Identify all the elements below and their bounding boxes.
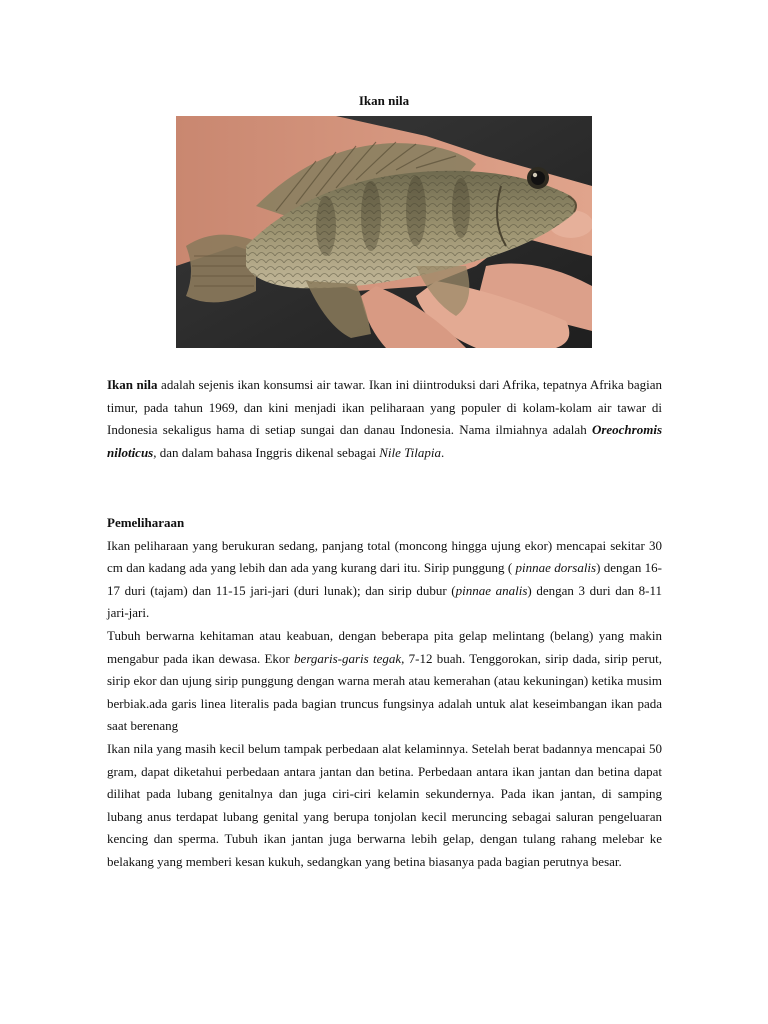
intro-term: Ikan nila xyxy=(107,377,158,392)
care-text-part: ) dengan 3 duri dan 8-11 jari-jari. xyxy=(107,582,662,621)
anal-fin-term: pinnae analis xyxy=(455,582,528,598)
care-paragraph-3: Ikan nila yang masih kecil belum tampak perbedaan alat kelaminnya. Setelah berat badannya mencapai 50 gram, dapat diketahui perbedaan antara jantan dan betina. Perbedaan antara ikan jantan dan betina dapat dilihat pada lubang genitalnya dan juga ciri-ciri kelamin sekundernya. Pada ikan jantan, di samping lubang anus terdapat lubang genital yang berupa tonjolan kecil meruncing sebagai saluran pengeluaran kencing dan sperma. Tubuh ikan jantan juga berwarna lebih gelap, dengan tulang rahang melebar ke belakang yang memberi kesan kukuh, sedangkan yang betina biasanya pada bagian perutnya besar. xyxy=(107,740,662,869)
intro-paragraph xyxy=(107,374,662,464)
care-section xyxy=(107,512,662,874)
intro-text-part: . xyxy=(441,444,445,460)
intro-section xyxy=(107,374,662,464)
scientific-name: Oreochromis niloticus xyxy=(107,422,662,460)
care-text-part: ) dengan 16-17 duri (tajam) dan 11-15 jari-jari (duri lunak); dan sirip dubur ( xyxy=(107,560,662,598)
intro-text-part: , dan dalam bahasa Inggris dikenal sebagai xyxy=(153,444,380,460)
care-text-part: , 7-12 buah. Tenggorokan, sirip dada, sirip perut, sirip ekor dan ujung sirip punggung dengan warna merah atau kemerahan (atau kekuningan) ketika musim berbiak.ada garis linea literalis pada bagian truncus fungsinya adalah untuk alat keseimbangan ikan pada saat berenang xyxy=(107,650,662,734)
intro-text-part: adalah sejenis ikan konsumsi air tawar. Ikan ini diintroduksi dari Afrika, tepatnya Afrika bagian timur, pada tahun 1969, dan kini menjadi ikan peliharaan yang populer di kolam-kolam air tawar di Indonesia sekaligus hama di setiap sungai dan danau Indonesia. Nama ilmiahnya adalah xyxy=(107,377,662,438)
tail-stripes-term: bergaris-garis tegak xyxy=(294,650,402,666)
document-title: Ikan nila xyxy=(358,93,410,108)
care-paragraph-2 xyxy=(107,625,662,738)
dorsal-fin-term: pinnae dorsalis xyxy=(515,560,597,576)
care-text-part: Tubuh berwarna kehitaman atau keabuan, dengan beberapa pita gelap melintang (belang) yang makin mengabur pada ikan dewasa. Ekor xyxy=(107,627,662,666)
tilapia-photo xyxy=(176,116,592,348)
care-paragraph-1 xyxy=(107,535,662,625)
english-name: Nile Tilapia xyxy=(379,444,441,460)
care-heading: Pemeliharaan xyxy=(107,515,185,530)
care-text-part: Ikan peliharaan yang berukuran sedang, panjang total (moncong hingga ujung ekor) mencapai sekitar 30 cm dan kadang ada yang lebih dan ada yang kurang dari itu. Sirip punggung ( xyxy=(107,537,662,576)
